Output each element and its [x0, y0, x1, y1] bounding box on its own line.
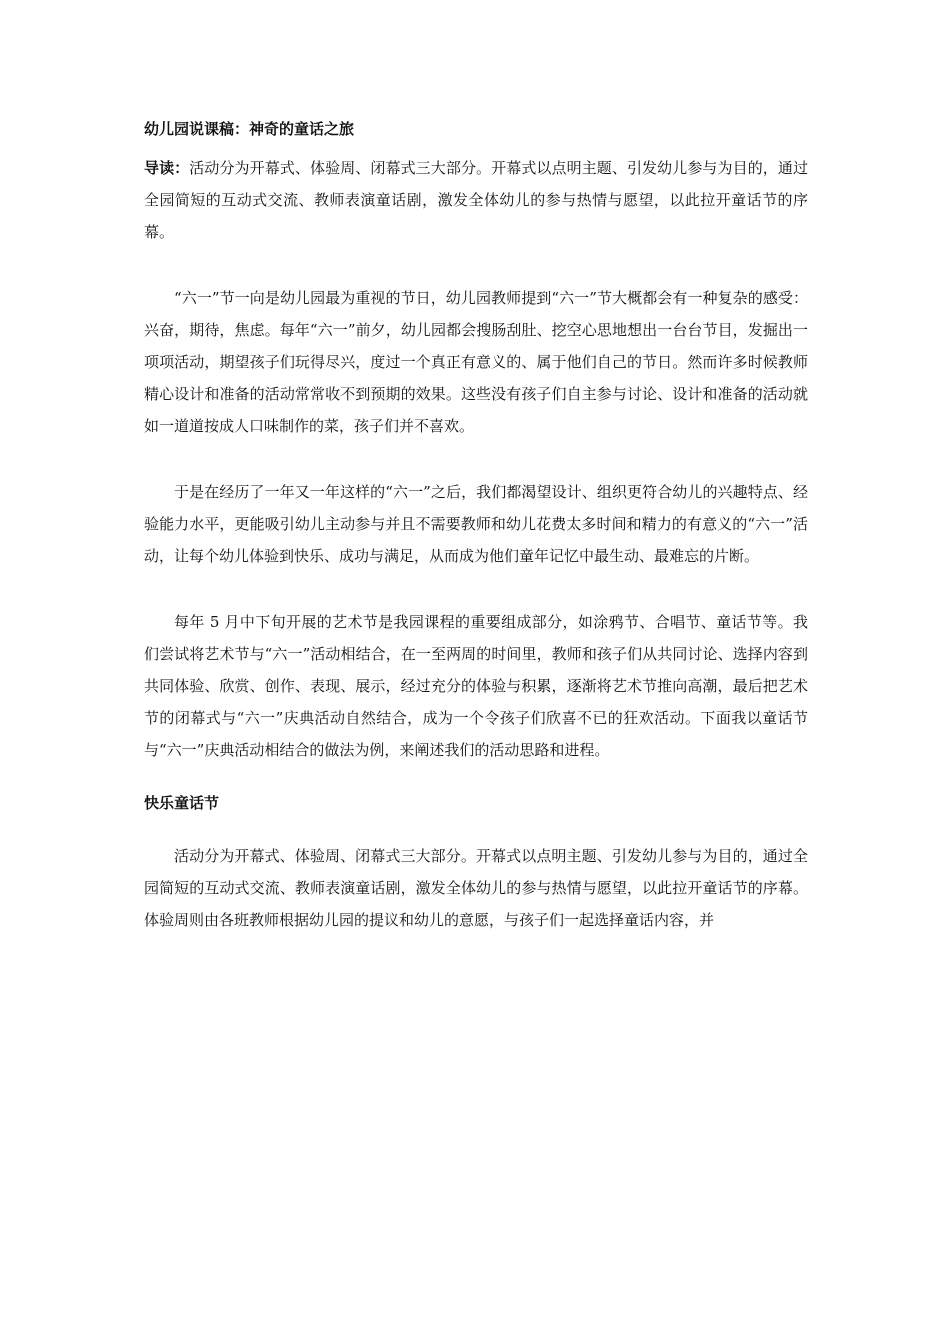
intro-text: 活动分为开幕式、体验周、闭幕式三大部分。开幕式以点明主题、引发幼儿参与为目的，通过全园简短的互动式交流、教师表演童话剧，激发全体幼儿的参与热情与愿望，以此拉开童话节的序幕。	[144, 159, 808, 241]
document-body	[144, 118, 808, 936]
body-paragraph-1: “六一”节一向是幼儿园最为重视的节日，幼儿园教师提到“六一”节大概都会有一种复杂的感受：兴奋，期待，焦虑。每年“六一”前夕，幼儿园都会搜肠刮肚、挖空心思地想出一台台节目，发掘出一项项活动，期望孩子们玩得尽兴，度过一个真正有意义的、属于他们自己的节日。然而许多时候教师精心设计和准备的活动常常收不到预期的效果。这些没有孩子们自主参与讨论、设计和准备的活动就如一道道按成人口味制作的菜，孩子们并不喜欢。	[144, 289, 808, 435]
section-heading: 快乐童话节	[144, 794, 220, 812]
spacer	[144, 140, 808, 152]
spacer	[144, 248, 808, 282]
spacer	[144, 766, 808, 792]
body-paragraph-2: 于是在经历了一年又一年这样的“六一”之后，我们都渴望设计、组织更符合幼儿的兴趣特点、经验能力水平，更能吸引幼儿主动参与并且不需要教师和幼儿花费太多时间和精力的有意义的“六一”活动，让每个幼儿体验到快乐、成功与满足，从而成为他们童年记忆中最生动、最难忘的片断。	[144, 483, 808, 565]
section-paragraph: 活动分为开幕式、体验周、闭幕式三大部分。开幕式以点明主题、引发幼儿参与为目的，通过全园简短的互动式交流、教师表演童话剧，激发全体幼儿的参与热情与愿望，以此拉开童话节的序幕。体验周则由各班教师根据幼儿园的提议和幼儿的意愿，与孩子们一起选择童话内容，并	[144, 847, 808, 929]
spacer	[144, 572, 808, 606]
intro-label: 导读：	[144, 159, 190, 177]
spacer	[144, 814, 808, 840]
document-title: 幼儿园说课稿：神奇的童话之旅	[144, 120, 355, 138]
body-paragraph-3: 每年 5 月中下旬开展的艺术节是我园课程的重要组成部分，如涂鸦节、合唱节、童话节等。我们尝试将艺术节与“六一”活动相结合，在一至两周的时间里，教师和孩子们从共同讨论、选择内容到共同体验、欣赏、创作、表现、展示，经过充分的体验与积累，逐渐将艺术节推向高潮，最后把艺术节的闭幕式与“六一”庆典活动自然结合，成为一个令孩子们欣喜不已的狂欢活动。下面我以童话节与“六一”庆典活动相结合的做法为例，来阐述我们的活动思路和进程。	[144, 613, 808, 759]
intro-paragraph	[144, 152, 808, 248]
spacer	[144, 442, 808, 476]
